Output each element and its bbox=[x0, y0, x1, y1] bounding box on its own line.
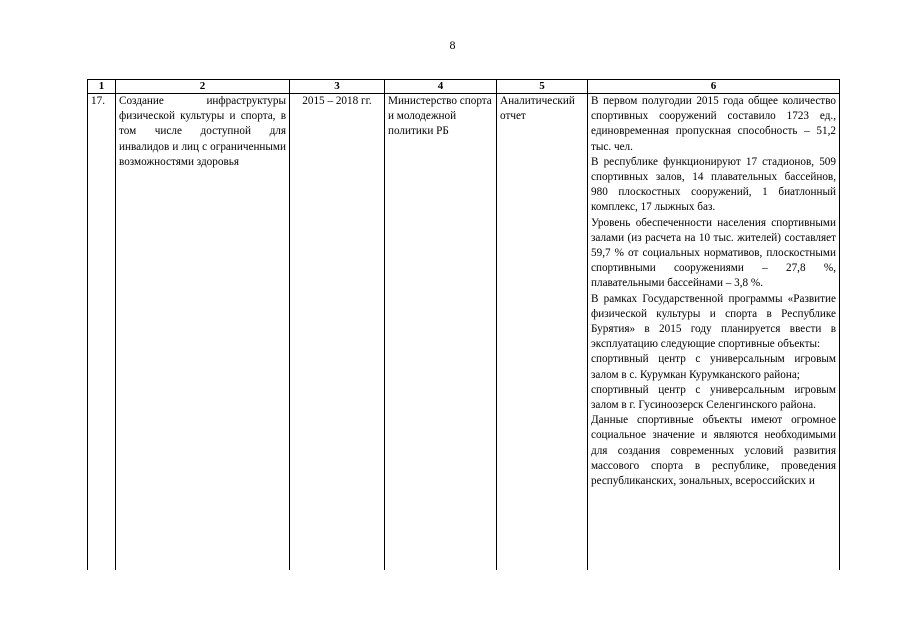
description-paragraph: спортивный центр с универсальным игровым залом в с. Курумкан Курумканского района; bbox=[591, 353, 836, 381]
executor-cell: Министерство спорта и молодежной политики РБ bbox=[385, 94, 497, 571]
description-paragraph: В первом полугодии 2015 года общее количество спортивных сооружений составило 1723 ед., единовременная пропускная способность – 51,2 тыс. чел. bbox=[591, 95, 836, 153]
header-col-4: 4 bbox=[385, 80, 497, 94]
table-row bbox=[88, 94, 840, 571]
header-col-2: 2 bbox=[116, 80, 290, 94]
header-col-5: 5 bbox=[497, 80, 588, 94]
measure-cell bbox=[116, 94, 290, 571]
period-cell: 2015 – 2018 гг. bbox=[290, 94, 385, 571]
description-paragraph: Уровень обеспеченности населения спортивными залами (из расчета на 10 тыс. жителей) составляет 59,7 % от социальных нормативов, плоскостными спортивными сооружениями – 27,8 %, плавательными бассейнами – 3,8 %. bbox=[591, 216, 836, 290]
page-number: 8 bbox=[449, 38, 456, 52]
report-type-cell: Аналитический отчет bbox=[497, 94, 588, 571]
measure-text: Создание инфраструктуры физической культуры и спорта, в том числе доступной для инвалидов и лиц с ограниченными возможностями здоровья bbox=[119, 95, 286, 168]
description-paragraph: В республике функционируют 17 стадионов, 509 спортивных залов, 14 плавательных бассейнов, 980 плоскостных сооружений, 1 биатлонный комплекс, 17 лыжных баз. bbox=[591, 155, 836, 214]
description-paragraph: Данные спортивные объекты имеют огромное социальное значение и являются необходимыми для создания современных условий развития массового спорта в республике, проведения республиканских, зональных, всероссийских и bbox=[591, 414, 836, 488]
description-paragraph: спортивный центр с универсальным игровым залом в г. Гусиноозерск Селенгинского района. bbox=[591, 383, 836, 412]
description-cell bbox=[588, 94, 840, 571]
header-row bbox=[88, 80, 840, 94]
header-col-1: 1 bbox=[88, 80, 116, 94]
header-col-6: 6 bbox=[588, 80, 840, 94]
header-col-3: 3 bbox=[290, 80, 385, 94]
plan-table bbox=[87, 79, 840, 570]
description-paragraph: В рамках Государственной программы «Развитие физической культуры и спорта в Республике Бурятия» в 2015 году планируется ввести в эксплуатацию следующие спортивные объекты: bbox=[591, 292, 836, 351]
row-number: 17. bbox=[88, 94, 116, 571]
